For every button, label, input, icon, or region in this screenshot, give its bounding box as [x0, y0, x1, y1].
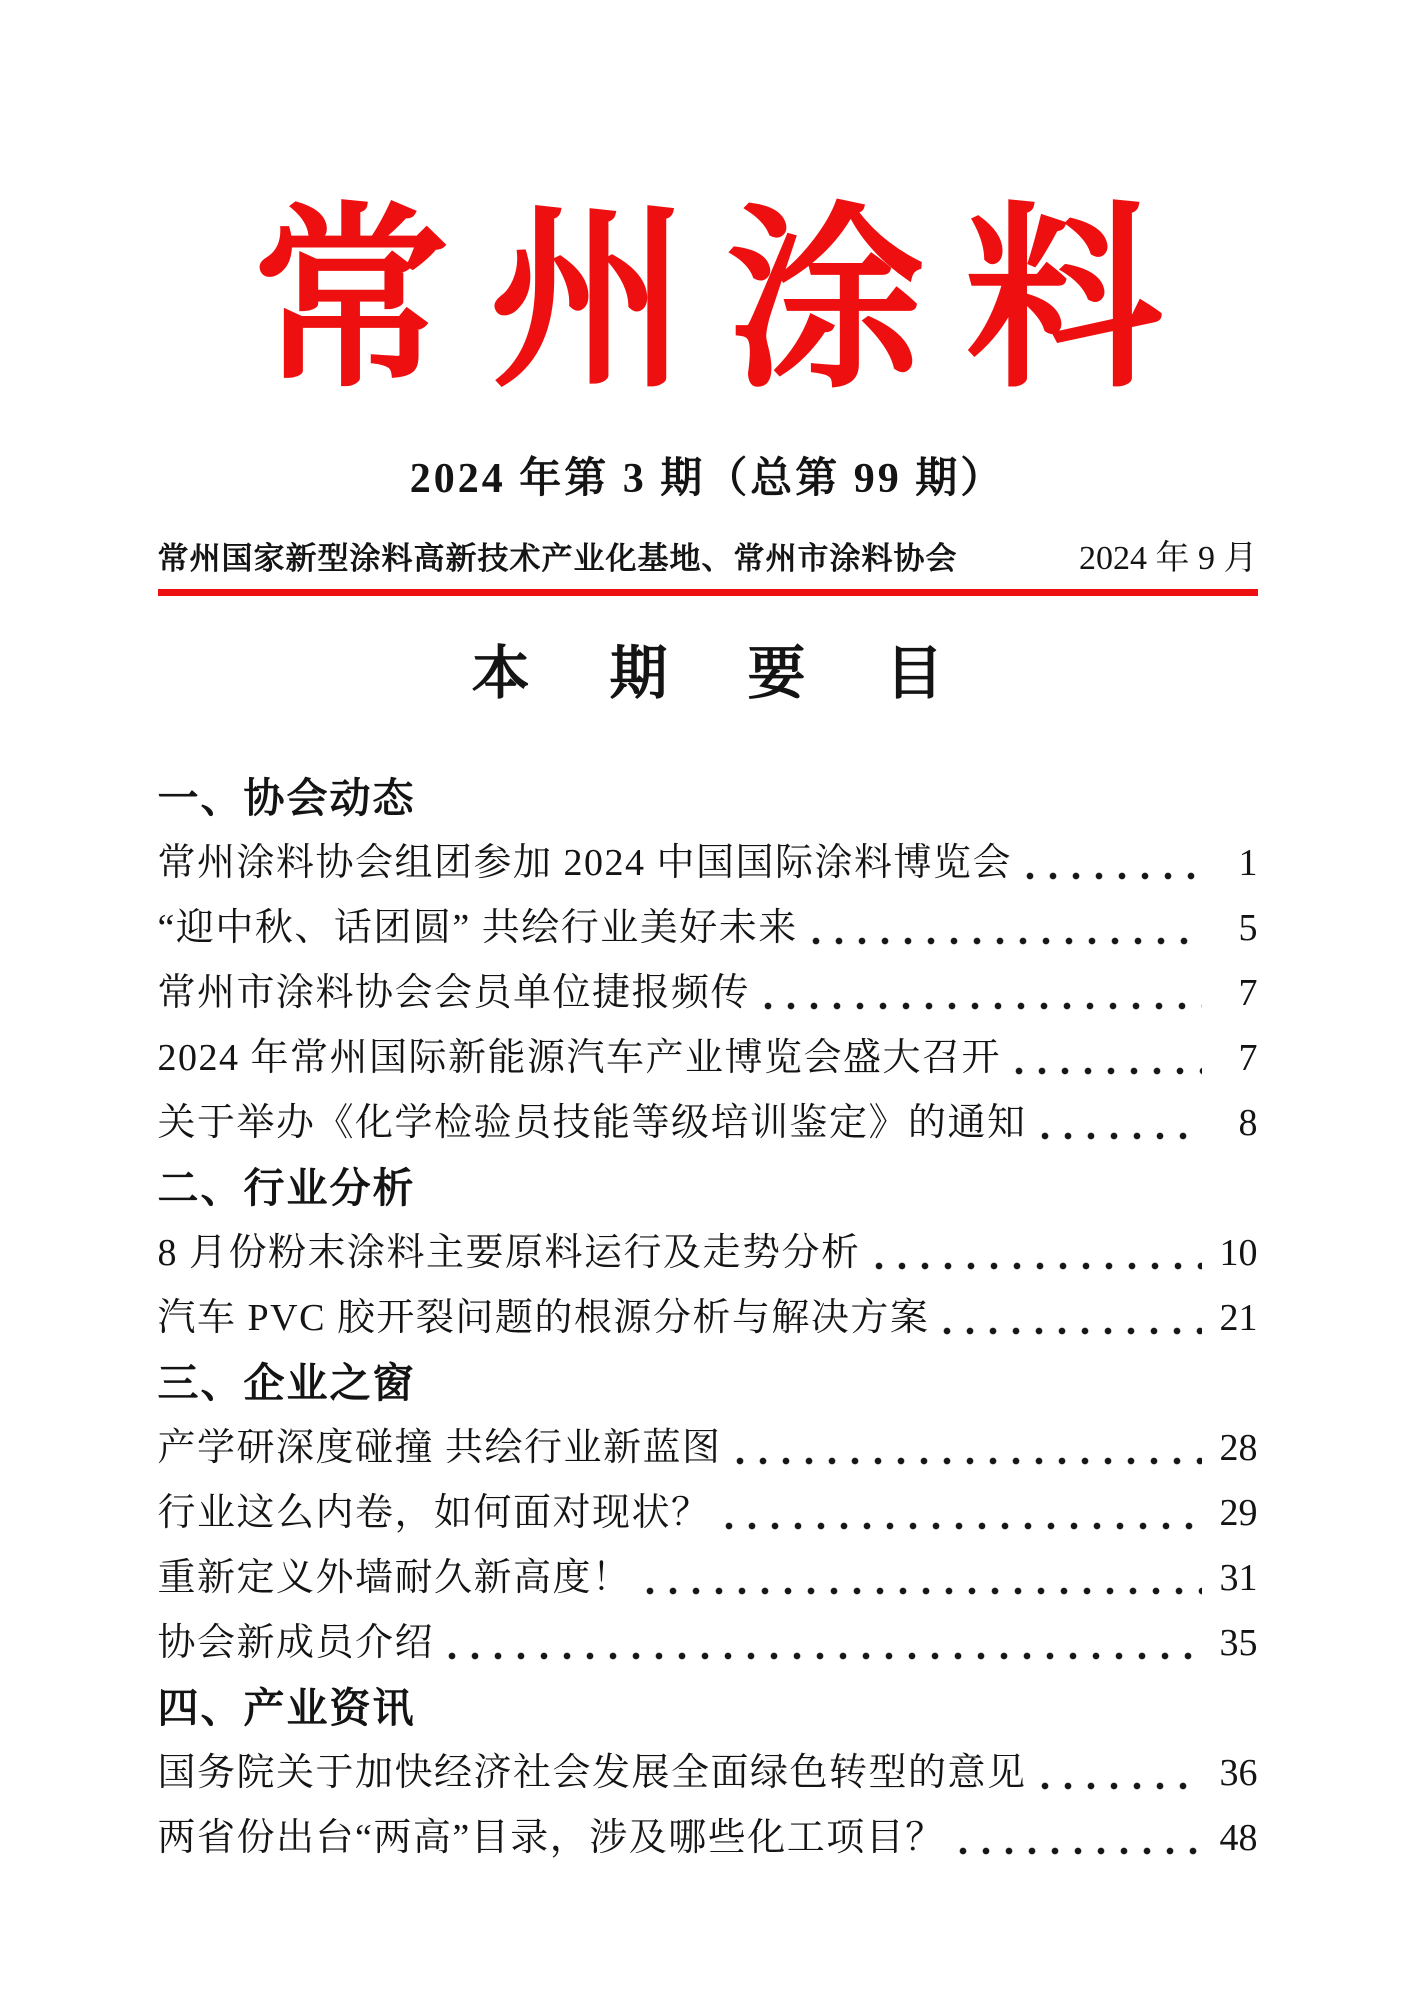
toc-item-label: 8 月份粉末涂料主要原料运行及走势分析: [157, 1232, 861, 1274]
journal-title: 常州涂料: [252, 192, 1203, 411]
toc-item[interactable]: [158, 961, 1258, 1026]
issue-number-line: 2024 年第 3 期（总第 99 期）: [409, 456, 1006, 502]
publisher-row: [158, 530, 1258, 579]
toc-item-label: 常州涂料协会组团参加 2024 中国国际涂料博览会: [157, 842, 1013, 884]
toc-item-label: 行业这么内卷，如何面对现状？: [157, 1492, 711, 1534]
toc-item-page: 36: [1219, 1752, 1258, 1794]
dot-leader: [959, 1806, 1202, 1871]
dot-leader: [943, 1286, 1201, 1351]
toc-item-label: 产学研深度碰撞 共绘行业新蓝图: [157, 1427, 722, 1469]
dot-leader: [1041, 1741, 1202, 1806]
toc-item[interactable]: [158, 1416, 1258, 1481]
contents-heading: 本 期 要 目: [471, 641, 976, 706]
toc-item-page: 5: [1238, 907, 1258, 949]
dot-leader: [1015, 1026, 1201, 1091]
toc-item[interactable]: [158, 1481, 1258, 1546]
dot-leader: [736, 1416, 1202, 1481]
toc-section-title: 三、企业之窗: [157, 1360, 416, 1406]
dot-leader: [812, 896, 1202, 961]
dot-leader: [1026, 831, 1201, 896]
toc-item-label: 协会新成员介绍: [157, 1622, 435, 1664]
toc-item[interactable]: [158, 896, 1258, 961]
toc-item[interactable]: [158, 1091, 1258, 1156]
toc-item-page: 28: [1219, 1427, 1258, 1469]
toc-item-label: 两省份出台“两高”目录，涉及哪些化工项目？: [157, 1817, 945, 1859]
toc-item[interactable]: [158, 1546, 1258, 1611]
toc-item-label: 2024 年常州国际新能源汽车产业博览会盛大召开: [157, 1037, 1002, 1079]
toc-item[interactable]: [158, 1026, 1258, 1091]
dot-leader: [875, 1221, 1202, 1286]
toc-item-page: 8: [1238, 1102, 1258, 1144]
toc-section-title: 一、协会动态: [157, 775, 416, 821]
toc-item[interactable]: [158, 831, 1258, 896]
toc-item-label: 常州市涂料协会会员单位捷报频传: [157, 972, 751, 1014]
toc-item-label: 关于举办《化学检验员技能等级培训鉴定》的通知: [157, 1102, 1027, 1144]
table-of-contents: [158, 766, 1258, 1871]
toc-item-page: 10: [1219, 1232, 1258, 1274]
dot-leader: [646, 1546, 1202, 1611]
toc-item-page: 48: [1219, 1817, 1258, 1859]
toc-section-title: 二、行业分析: [157, 1165, 416, 1211]
dot-leader: [448, 1611, 1201, 1676]
toc-item-page: 29: [1219, 1492, 1258, 1534]
content-column: [158, 188, 1258, 1871]
toc-item[interactable]: [158, 1806, 1258, 1871]
toc-item-page: 7: [1238, 1037, 1258, 1079]
toc-item-label: 汽车 PVC 胶开裂问题的根源分析与解决方案: [157, 1297, 930, 1339]
publisher-name: 常州国家新型涂料高新技术产业化基地、常州市涂料协会: [157, 541, 958, 576]
dot-leader: [1041, 1091, 1202, 1156]
toc-item-page: 35: [1219, 1622, 1258, 1664]
toc-item[interactable]: [158, 1286, 1258, 1351]
toc-item-page: 21: [1219, 1297, 1258, 1339]
toc-item-page: 7: [1238, 972, 1258, 1014]
toc-item-label: 重新定义外墙耐久新高度！: [157, 1557, 632, 1599]
dot-leader: [764, 961, 1201, 1026]
toc-item-page: 1: [1238, 842, 1258, 884]
toc-item[interactable]: [158, 1221, 1258, 1286]
publication-date: 2024 年 9 月: [1079, 540, 1258, 577]
toc-item[interactable]: [158, 1611, 1258, 1676]
toc-item-label: 国务院关于加快经济社会发展全面绿色转型的意见: [157, 1752, 1027, 1794]
toc-section-title: 四、产业资讯: [157, 1685, 416, 1731]
toc-item-label: “迎中秋、话团圆” 共绘行业美好未来: [157, 907, 798, 949]
red-divider-rule: [158, 589, 1258, 596]
toc-item-page: 31: [1219, 1557, 1258, 1599]
toc-item[interactable]: [158, 1741, 1258, 1806]
dot-leader: [725, 1481, 1202, 1546]
